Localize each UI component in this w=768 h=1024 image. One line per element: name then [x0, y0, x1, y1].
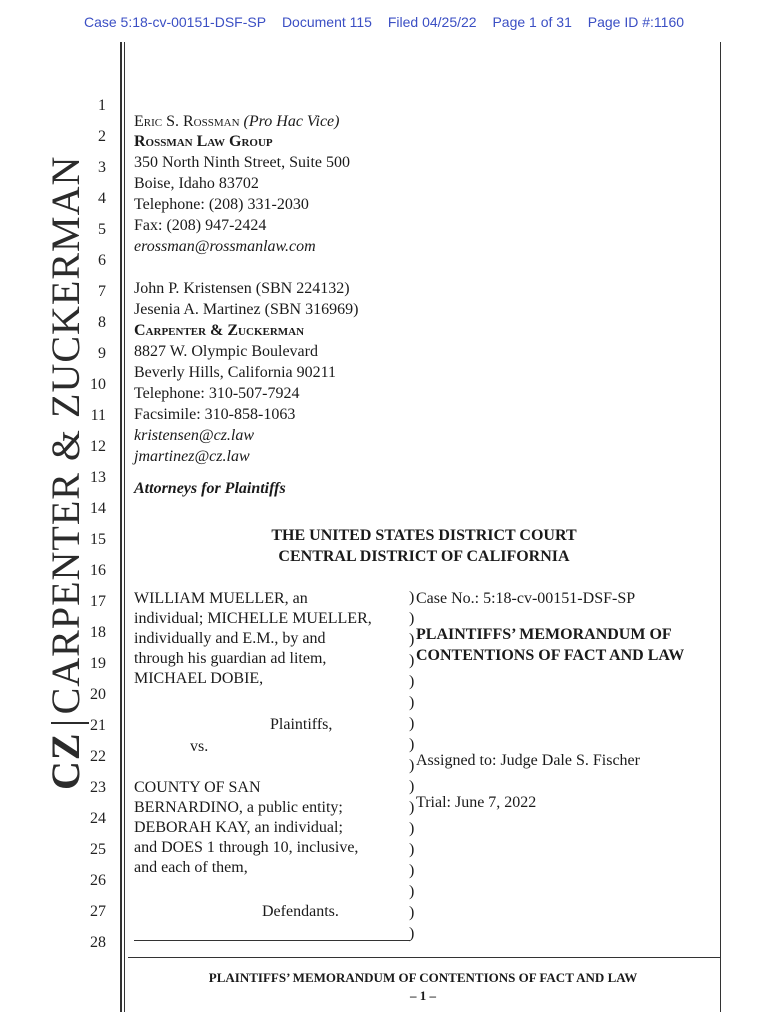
- brand-name: CARPENTER & ZUCKERMAN: [43, 155, 88, 715]
- line-number: 2: [98, 128, 106, 145]
- page-id: Page ID #:1160: [587, 14, 685, 30]
- line-number: 27: [90, 903, 106, 920]
- defendant-line: DEBORAH KAY, an individual;: [134, 819, 343, 836]
- document-title-line1: PLAINTIFFS’ MEMORANDUM OF: [416, 626, 672, 643]
- defendant-line: and DOES 1 through 10, inclusive,: [134, 839, 359, 856]
- defendants-label: Defendants.: [262, 903, 339, 920]
- footer-title: PLAINTIFFS’ MEMORANDUM OF CONTENTIONS OF FACT AND LAW: [208, 970, 638, 985]
- line-number: 18: [90, 624, 106, 641]
- court-name: THE UNITED STATES DISTRICT COURT: [271, 527, 577, 544]
- counsel2-fax: Facsimile: 310-858-1063: [134, 406, 296, 423]
- page-count: Page 1 of 31: [492, 14, 572, 30]
- line-number: 26: [90, 872, 106, 889]
- line-number: 7: [98, 283, 106, 300]
- counsel2-name2: Jesenia A. Martinez (SBN 316969): [134, 301, 359, 318]
- counsel1-name-line: [134, 112, 339, 132]
- trial-date: Trial: June 7, 2022: [416, 794, 537, 811]
- page-number: – 1 –: [410, 988, 436, 1003]
- case-number-header: Case 5:18-cv-00151-DSF-SP: [83, 14, 267, 30]
- pro-hac-vice: (Pro Hac Vice): [243, 113, 340, 130]
- line-number: 16: [90, 562, 106, 579]
- line-number: 17: [90, 593, 106, 610]
- brand-cz: CZ: [43, 732, 88, 790]
- attorneys-for: Attorneys for Plaintiffs: [134, 480, 286, 497]
- counsel1-firm: Rossman Law Group: [134, 133, 273, 150]
- caption-bottom-rule: [134, 940, 410, 941]
- filing-header: [0, 14, 768, 30]
- line-number: 21: [90, 717, 106, 734]
- right-margin-rule: [720, 42, 721, 1012]
- document-number: Document 115: [281, 14, 372, 30]
- footer-rule: [128, 957, 720, 958]
- plaintiffs-label: Plaintiffs,: [270, 716, 333, 733]
- counsel2-name1: John P. Kristensen (SBN 224132): [134, 280, 350, 297]
- counsel2-telephone: Telephone: 310-507-7924: [134, 385, 300, 402]
- line-number: 8: [98, 314, 106, 331]
- line-number: 9: [98, 345, 106, 362]
- line-number: 12: [90, 438, 106, 455]
- plaintiff-line: WILLIAM MUELLER, an: [134, 590, 308, 607]
- defendant-line: BERNARDINO, a public entity;: [134, 799, 343, 816]
- plaintiff-line: individually and E.M., by and: [134, 630, 326, 647]
- line-number: 19: [90, 655, 106, 672]
- document-title-line2: CONTENTIONS OF FACT AND LAW: [416, 647, 685, 664]
- counsel2-email1: kristensen@cz.law: [134, 427, 255, 444]
- line-number: 20: [90, 686, 106, 703]
- plaintiff-line: through his guardian ad litem,: [134, 650, 327, 667]
- line-number: 22: [90, 748, 106, 765]
- assigned-judge: Assigned to: Judge Dale S. Fischer: [416, 752, 640, 769]
- counsel1-telephone: Telephone: (208) 331-2030: [134, 196, 309, 213]
- counsel1-email: erossman@rossmanlaw.com: [134, 238, 316, 255]
- case-number: Case No.: 5:18-cv-00151-DSF-SP: [416, 590, 636, 607]
- counsel1-name: Eric S. Rossman: [134, 113, 240, 130]
- counsel1-fax: Fax: (208) 947-2424: [134, 217, 267, 234]
- counsel2-firm: Carpenter & Zuckerman: [134, 322, 305, 339]
- left-margin-rule-inner: [124, 42, 125, 1012]
- line-number: 15: [90, 531, 106, 548]
- counsel2-email2: jmartinez@cz.law: [134, 448, 250, 465]
- filed-date: Filed 04/25/22: [387, 14, 477, 30]
- counsel1-address2: Boise, Idaho 83702: [134, 175, 259, 192]
- line-number: 25: [90, 841, 106, 858]
- versus: vs.: [190, 738, 209, 755]
- line-number: 14: [90, 500, 106, 517]
- line-number: 24: [90, 810, 106, 827]
- line-number: 4: [98, 190, 106, 207]
- left-margin-rule: [120, 42, 122, 1012]
- court-district: CENTRAL DISTRICT OF CALIFORNIA: [278, 548, 570, 565]
- line-number: 23: [90, 779, 106, 796]
- line-number: 28: [90, 934, 106, 951]
- defendant-line: and each of them,: [134, 859, 248, 876]
- counsel1-address1: 350 North Ninth Street, Suite 500: [134, 154, 350, 171]
- line-number: 13: [90, 469, 106, 486]
- line-number: 10: [90, 376, 106, 393]
- line-number: 1: [98, 97, 106, 114]
- line-number: 11: [90, 407, 106, 424]
- line-number: 5: [98, 221, 106, 238]
- defendant-line: COUNTY OF SAN: [134, 779, 261, 796]
- plaintiff-line: individual; MICHELLE MUELLER,: [134, 610, 372, 627]
- line-number: 6: [98, 252, 106, 269]
- counsel2-address2: Beverly Hills, California 90211: [134, 364, 337, 381]
- counsel2-address1: 8827 W. Olympic Boulevard: [134, 343, 318, 360]
- plaintiff-line: MICHAEL DOBIE,: [134, 670, 264, 687]
- line-number: 3: [98, 159, 106, 176]
